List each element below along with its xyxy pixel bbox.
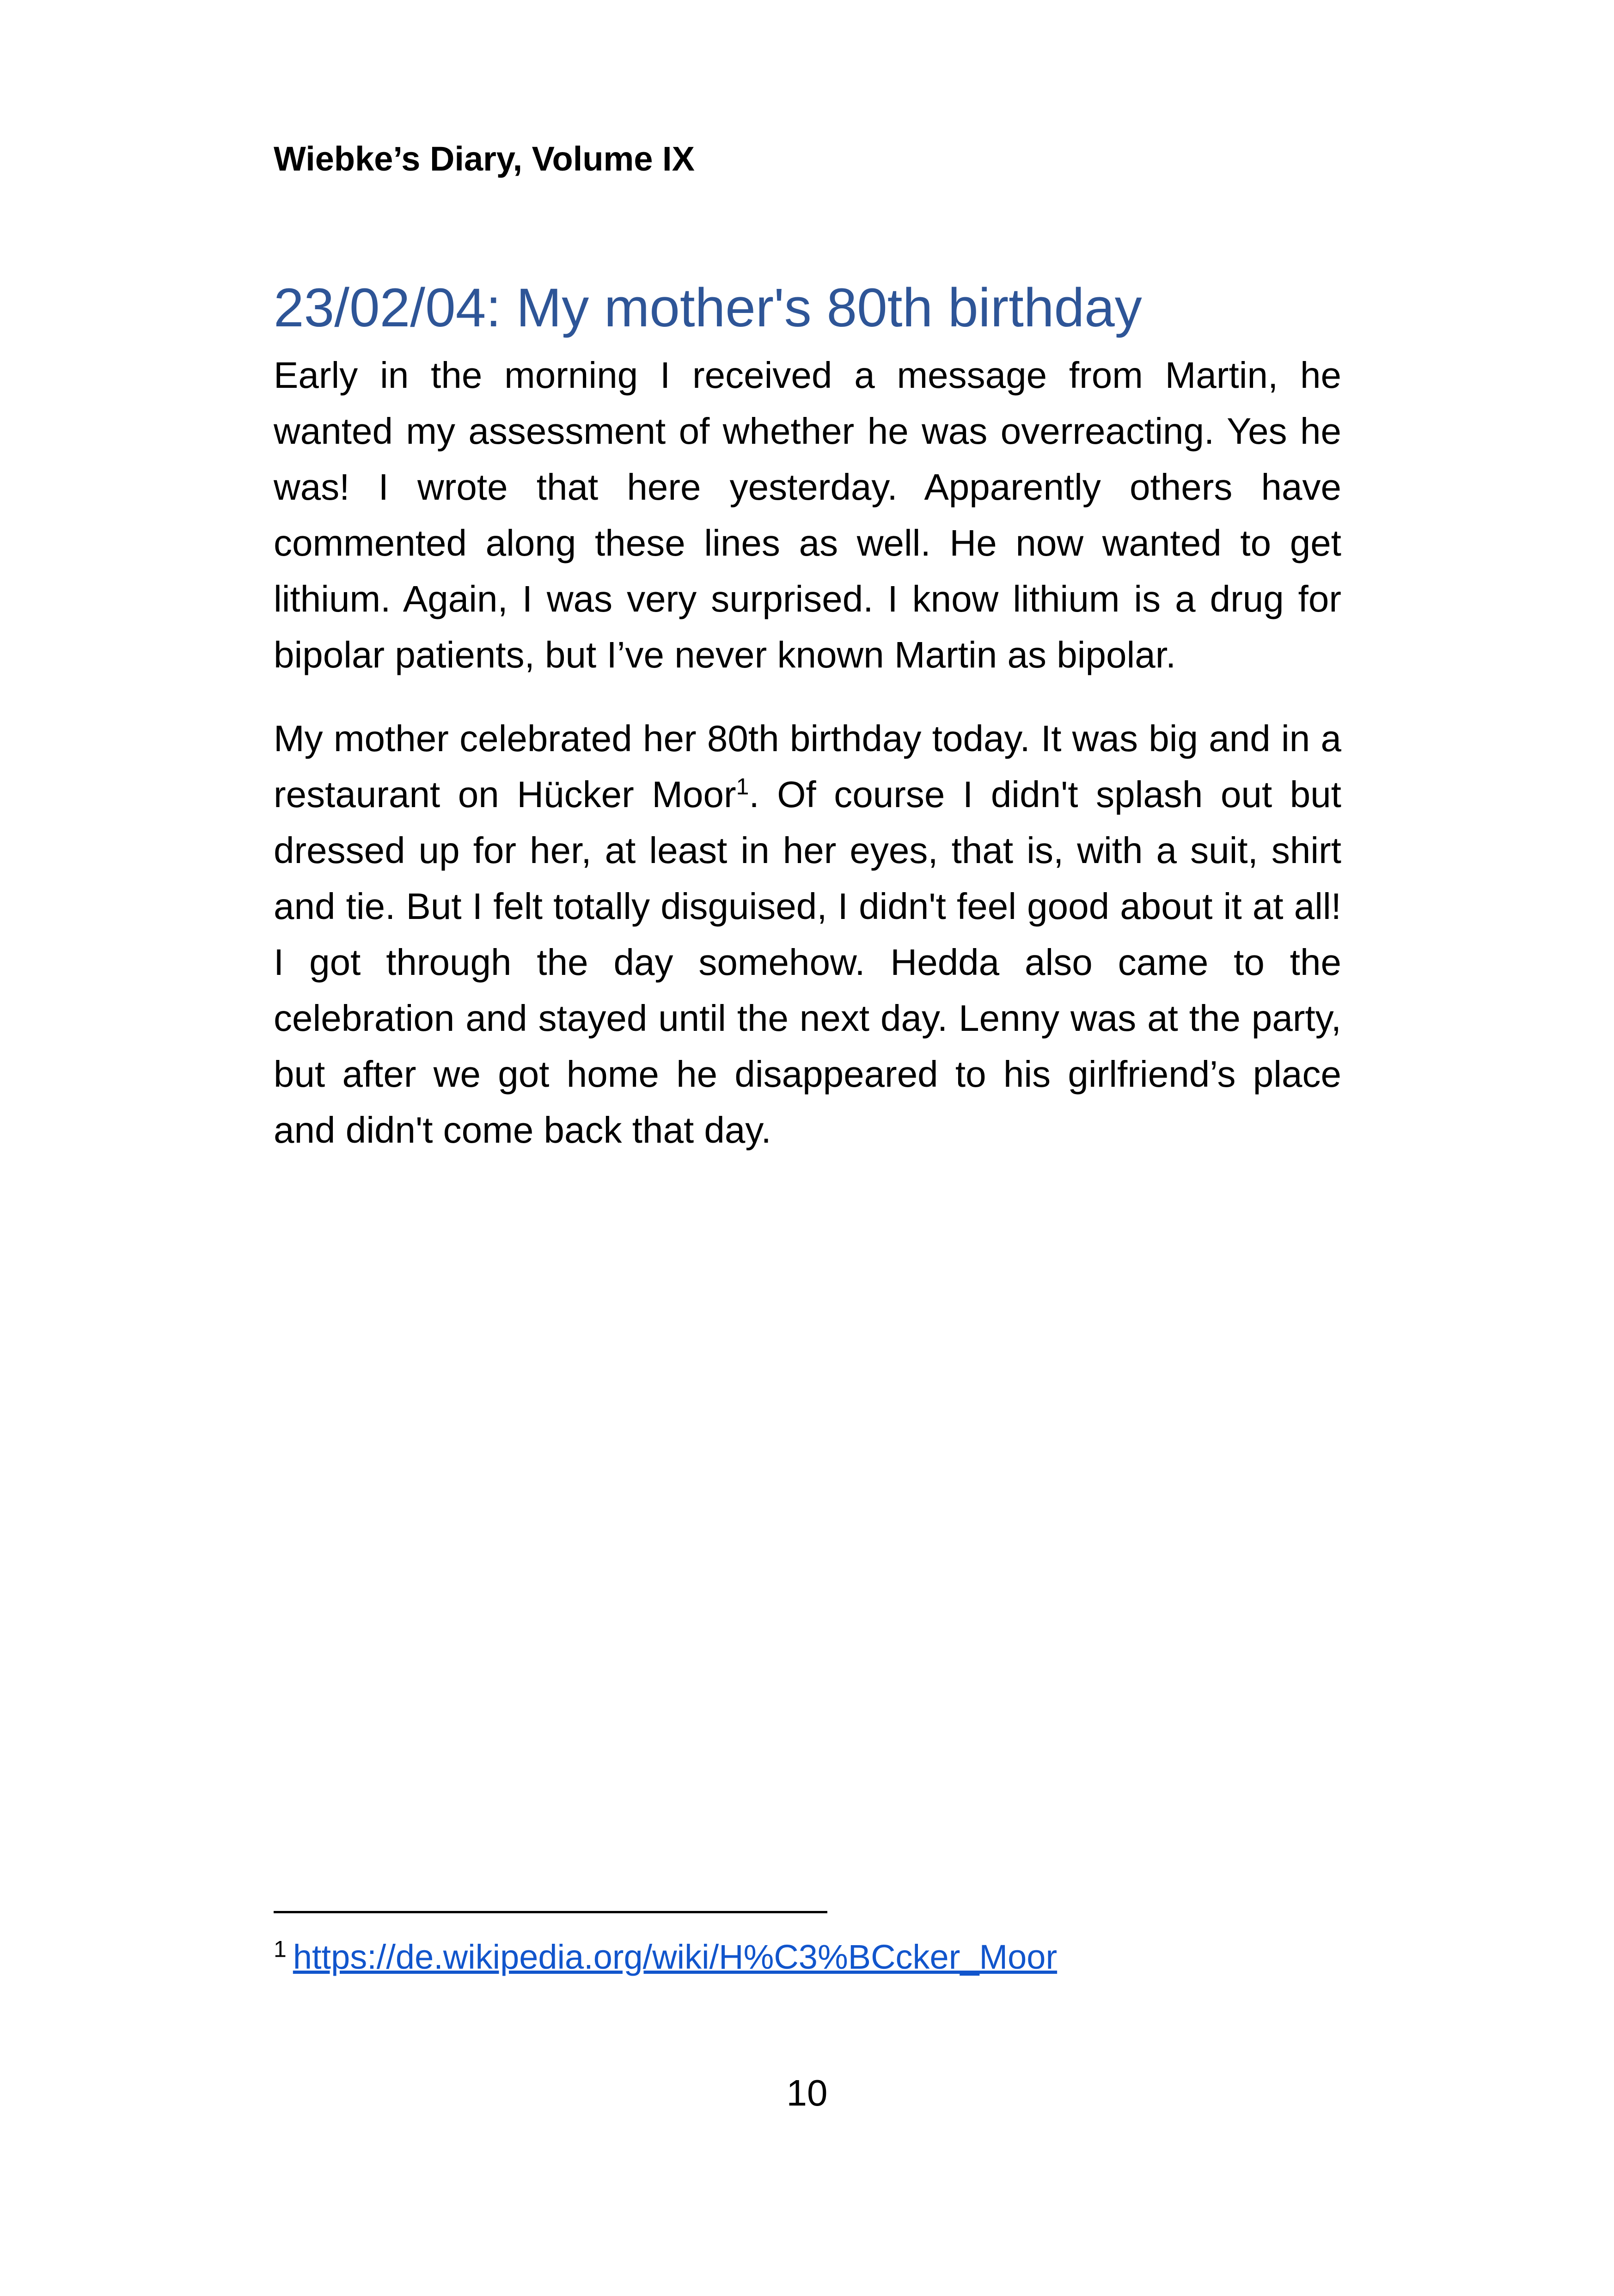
footnote — [274, 1935, 1057, 1979]
page-number: 10 — [786, 2072, 828, 2113]
running-head: Wiebke’s Diary, Volume IX — [274, 140, 695, 178]
entry-title: 23/02/04: My mother's 80th birthday — [274, 277, 1142, 338]
entry-paragraph-1: Early in the morning I received a message from Martin, he wanted my assessment of whether he was overreacting. Yes he was! I wrote that here yesterday. Apparently others have commented along these lines as well. He now wanted to get lithium. Again, I was very surprised. I know lithium is a drug for bipolar patients, but I’ve never known Martin as bipolar. — [274, 355, 1341, 676]
paragraph-2-text-after-note: . Of course I didn't splash out but dressed up for her, at least in her eyes, that is, with a suit, shirt and tie. But I felt totally disguised, I didn't feel good about it at all! I got through the day somehow. Hedda also came to the celebration and stayed until the next day. Lenny was at the party, but after we got home he disappeared to his girlfriend’s place and didn't come back that day. — [274, 774, 1342, 1151]
footnote-link[interactable]: https://de.wikipedia.org/wiki/H%C3%BCcker_Moor — [293, 1938, 1058, 1976]
footnote-reference: 1 — [736, 773, 749, 800]
paragraph-2-text-before-note: My mother celebrated her 80th birthday today. It was big and in a restaurant on Hücker Moor — [274, 718, 1341, 815]
footnote-marker: 1 — [274, 1936, 287, 1962]
entry-paragraph-2 — [274, 710, 1341, 1158]
diary-entry — [274, 273, 1341, 1186]
footnote-separator — [274, 1911, 827, 1913]
